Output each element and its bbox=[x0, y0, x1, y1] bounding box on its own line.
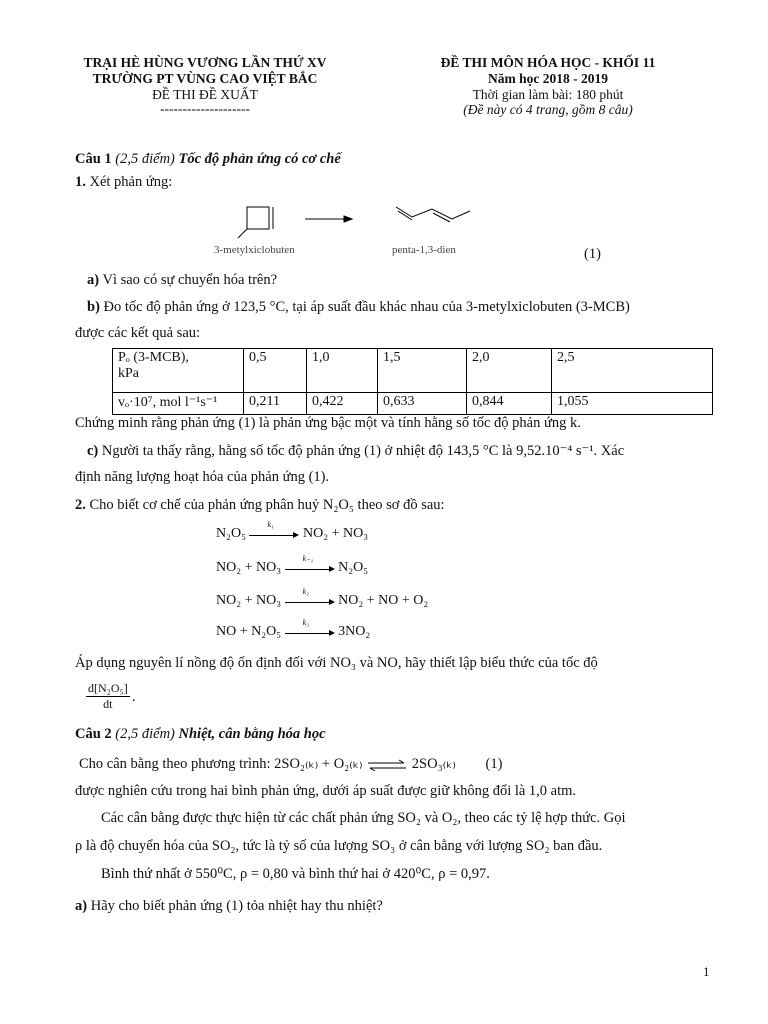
table-header-rate: vₒ·10⁷, mol l⁻¹s⁻¹ bbox=[113, 393, 244, 415]
question-1b-cont: được các kết quả sau: bbox=[75, 325, 201, 341]
header-divider: -------------------- bbox=[160, 101, 250, 116]
fraction-denominator: dt bbox=[103, 697, 113, 711]
cyclobutene-structure bbox=[238, 207, 273, 238]
prove-statement: Chứng minh rằng phản ứng (1) là phản ứng bậc một và tính hằng số tốc độ phản ứng k. bbox=[75, 415, 581, 431]
question-1c-cont: định năng lượng hoạt hóa của phản ứng (1). bbox=[75, 469, 330, 485]
question-2-heading bbox=[75, 726, 326, 743]
steady-state-instruction: Áp dụng nguyên lí nồng độ ổn định đối với NO₃ và NO, hãy thiết lập biểu thức của tốc độ bbox=[75, 655, 598, 671]
question-1-heading bbox=[75, 151, 341, 168]
exam-title: ĐỀ THI MÔN HÓA HỌC - KHỐI 11 bbox=[440, 55, 656, 70]
question-2-points: (2,5 điểm) bbox=[115, 726, 175, 742]
school-name: TRƯỜNG PT VÙNG CAO VIỆT BẮC bbox=[92, 71, 318, 86]
product-label: penta-1,3-dien bbox=[392, 244, 456, 256]
school-year: Năm học 2018 - 2019 bbox=[488, 71, 608, 86]
table-header-pressure: Pₒ (3-MCB), kPa bbox=[113, 349, 244, 393]
page-number: 1 bbox=[703, 964, 710, 979]
table-row bbox=[113, 393, 713, 415]
question-2-topic: Nhiệt, cân bằng hóa học bbox=[178, 726, 326, 742]
question-1-topic: Tốc độ phản ứng có cơ chế bbox=[178, 151, 341, 167]
rate-arrow: k₁ bbox=[249, 527, 299, 541]
equilibrium-equation: Cho cân bằng theo phương trình: 2SO₂₍ₖ₎ + O₂₍ₖ₎ 2SO₃₍ₖ₎ (1) bbox=[79, 756, 503, 772]
rate-fraction bbox=[86, 681, 130, 712]
table-cell: 2,5 bbox=[552, 349, 713, 393]
reactant-label: 3-metylxiclobuten bbox=[214, 244, 295, 256]
rate-arrow: k₃ bbox=[285, 625, 335, 639]
rate-arrow: k₂ bbox=[285, 594, 335, 608]
equation-number: (1) bbox=[584, 246, 601, 262]
table-cell: 0,633 bbox=[378, 393, 467, 415]
table-cell: 1,5 bbox=[378, 349, 467, 393]
question-1c: c) Người ta thấy rằng, hằng số tốc độ phản ứng (1) ở nhiệt độ 143,5 °C là 9,52.10⁻⁴ s⁻¹. Xác bbox=[87, 443, 625, 459]
school-camp-title: TRẠI HÈ HÙNG VƯƠNG LẦN THỨ XV bbox=[83, 55, 327, 70]
table-cell: 0,422 bbox=[307, 393, 378, 415]
pentadiene-structure bbox=[396, 207, 470, 222]
proposal-label: ĐỀ THI ĐỀ XUẤT bbox=[152, 87, 258, 102]
rate-data-table bbox=[112, 348, 713, 415]
question-2-label: Câu 2 bbox=[75, 726, 112, 742]
rate-arrow: k₋₁ bbox=[285, 561, 335, 575]
mechanism-step-3: NO₂ + NO₃ k₂ NO₂ + NO + O₂ bbox=[216, 586, 429, 608]
question-2a: a) Hãy cho biết phản ứng (1) tỏa nhiệt hay thu nhiệt? bbox=[75, 898, 383, 914]
table-cell: 0,211 bbox=[244, 393, 307, 415]
equilibrium-arrow-icon bbox=[366, 759, 408, 771]
table-cell: 0,844 bbox=[467, 393, 552, 415]
question-1b: b) Đo tốc độ phản ứng ở 123,5 °C, tại áp suất đầu khác nhau của 3-metylxiclobuten (3-MCB) bbox=[87, 299, 630, 315]
question-2-line: được nghiên cứu trong hai bình phản ứng, dưới áp suất được giữ không đổi là 1,0 atm. bbox=[75, 783, 577, 799]
part-2-intro: 2. Cho biết cơ chế của phản ứng phân huỷ N₂O₅ theo sơ đồ sau: bbox=[75, 497, 445, 513]
table-cell: 1,0 bbox=[307, 349, 378, 393]
table-cell: 0,5 bbox=[244, 349, 307, 393]
mechanism-step-2: NO₂ + NO₃ k₋₁ N₂O₅ bbox=[216, 553, 369, 575]
question-1-points: (2,5 điểm) bbox=[115, 151, 175, 167]
part-1-intro bbox=[75, 174, 172, 191]
fraction-period: . bbox=[132, 689, 136, 705]
mechanism-step-1: N₂O₅ k₁ NO₂ + NO₃ bbox=[216, 519, 369, 541]
exam-duration: Thời gian làm bài: 180 phút bbox=[472, 87, 624, 102]
question-2-line: Các cân bằng được thực hiện từ các chất phản ứng SO₂ và O₂, theo các tỷ lệ hợp thức. Gọi bbox=[101, 810, 626, 826]
fraction-numerator: d[N₂O₅] bbox=[88, 681, 128, 695]
reaction-arrow bbox=[305, 216, 352, 222]
table-row bbox=[113, 349, 713, 393]
question-2-line: ρ là độ chuyển hóa của SO₂, tức là tỷ số của lượng SO₃ ở cân bằng với lượng SO₂ ban đầu. bbox=[75, 838, 603, 854]
question-1-label: Câu 1 bbox=[75, 151, 112, 167]
table-cell: 2,0 bbox=[467, 349, 552, 393]
question-2-line: Bình thứ nhất ở 550⁰C, ρ = 0,80 và bình thứ hai ở 420⁰C, ρ = 0,97. bbox=[101, 866, 490, 882]
part-1-text: Xét phản ứng: bbox=[89, 174, 173, 190]
mechanism-step-4: NO + N₂O₅ k₃ 3NO₂ bbox=[216, 617, 371, 639]
part-1-number: 1. bbox=[75, 174, 86, 190]
question-1a: a) Vì sao có sự chuyển hóa trên? bbox=[87, 272, 278, 288]
exam-page-note: (Đề này có 4 trang, gồm 8 câu) bbox=[463, 102, 633, 117]
table-cell: 1,055 bbox=[552, 393, 713, 415]
